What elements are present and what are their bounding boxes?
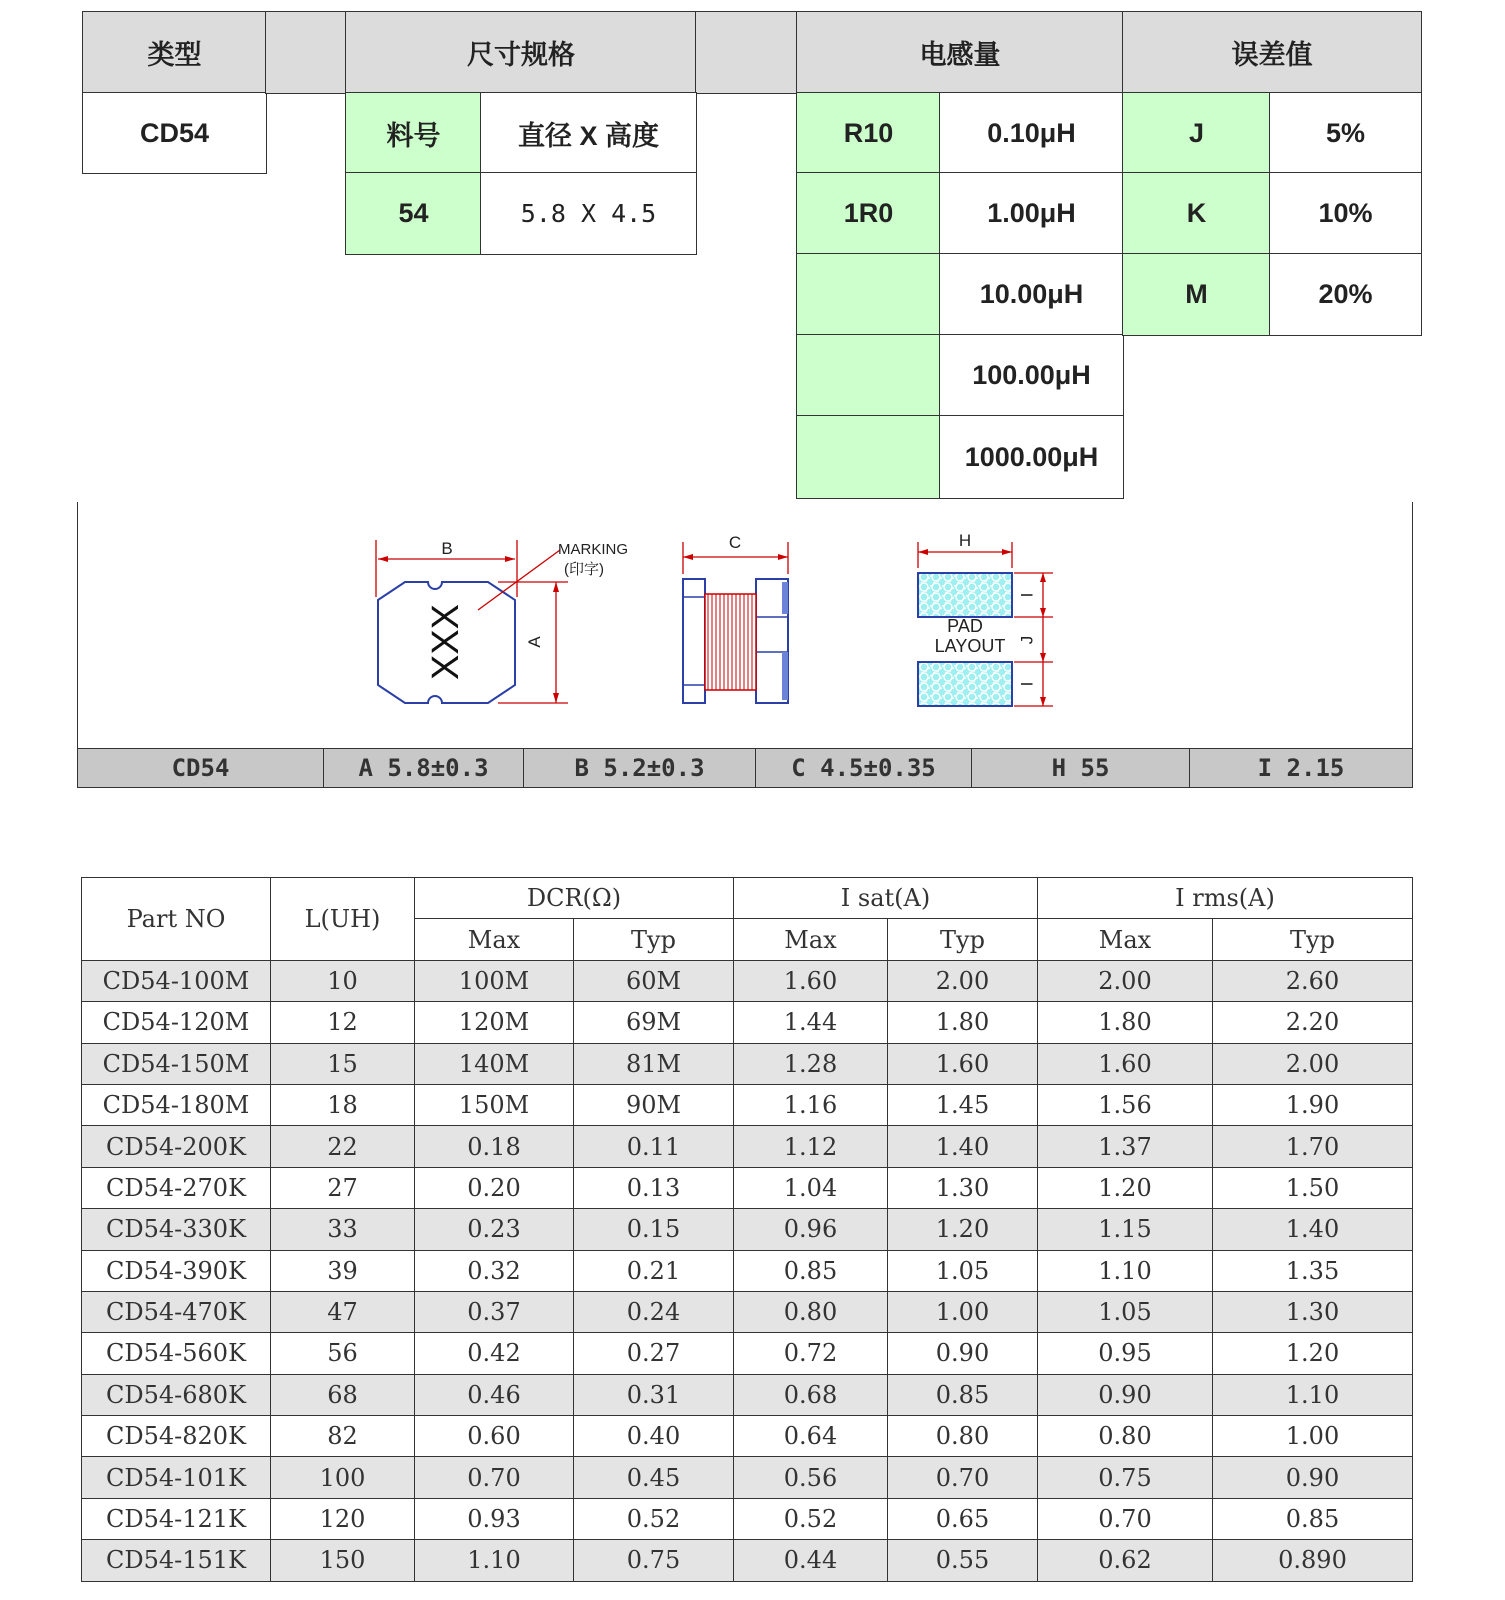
table-row bbox=[82, 1498, 1413, 1539]
cell-irms-max: 0.62 bbox=[1038, 1540, 1213, 1581]
cell-isat-max: 0.72 bbox=[734, 1333, 888, 1374]
size-code-label: 料号 bbox=[345, 92, 482, 174]
cell-part-no: CD54-470K bbox=[82, 1291, 271, 1332]
cell-isat-typ: 0.85 bbox=[888, 1374, 1038, 1415]
table-row bbox=[82, 1374, 1413, 1415]
cell-part-no: CD54-200K bbox=[82, 1126, 271, 1167]
cell-dcr-max: 0.23 bbox=[415, 1209, 574, 1250]
cell-isat-max: 0.52 bbox=[734, 1498, 888, 1539]
marking-text: XXX bbox=[425, 603, 468, 681]
size-code: 54 bbox=[345, 172, 482, 255]
cell-inductance: 10 bbox=[271, 960, 415, 1001]
spec-table bbox=[81, 877, 1413, 1582]
cell-irms-max: 1.20 bbox=[1038, 1167, 1213, 1208]
type-header: 类型 bbox=[82, 11, 267, 94]
cell-dcr-typ: 0.21 bbox=[574, 1250, 734, 1291]
table-row bbox=[82, 1209, 1413, 1250]
cell-isat-typ: 0.80 bbox=[888, 1416, 1038, 1457]
top-view bbox=[376, 539, 628, 703]
cell-isat-max: 0.80 bbox=[734, 1291, 888, 1332]
cell-inductance: 100 bbox=[271, 1457, 415, 1498]
cell-irms-typ: 0.90 bbox=[1213, 1457, 1413, 1498]
cell-part-no: CD54-680K bbox=[82, 1374, 271, 1415]
cell-dcr-typ: 90M bbox=[574, 1084, 734, 1125]
label-i-bottom: I bbox=[1017, 681, 1037, 687]
cell-part-no: CD54-120M bbox=[82, 1002, 271, 1043]
header-typ: Typ bbox=[1213, 919, 1413, 960]
header-typ: Typ bbox=[574, 919, 734, 960]
cell-irms-typ: 1.90 bbox=[1213, 1084, 1413, 1125]
cell-irms-typ: 2.00 bbox=[1213, 1043, 1413, 1084]
label-h: H bbox=[958, 531, 972, 550]
cell-irms-typ: 0.85 bbox=[1213, 1498, 1413, 1539]
cell-irms-max: 1.80 bbox=[1038, 1002, 1213, 1043]
table-row bbox=[82, 1540, 1413, 1581]
cell-dcr-max: 0.93 bbox=[415, 1498, 574, 1539]
dimension-row bbox=[77, 748, 1413, 788]
label-c: C bbox=[728, 533, 742, 552]
inductance-value: 1.00μH bbox=[939, 172, 1124, 255]
cell-inductance: 18 bbox=[271, 1084, 415, 1125]
cell-isat-max: 1.12 bbox=[734, 1126, 888, 1167]
cell-inductance: 120 bbox=[271, 1498, 415, 1539]
inductance-code: R10 bbox=[796, 92, 941, 174]
table-row bbox=[82, 1291, 1413, 1332]
dimension-cell: A 5.8±0.3 bbox=[324, 749, 524, 787]
cell-part-no: CD54-100M bbox=[82, 960, 271, 1001]
cell-dcr-typ: 0.13 bbox=[574, 1167, 734, 1208]
inductance-value: 1000.00μH bbox=[939, 415, 1124, 499]
cell-dcr-max: 0.46 bbox=[415, 1374, 574, 1415]
cell-part-no: CD54-150M bbox=[82, 1043, 271, 1084]
header-spacer bbox=[265, 11, 347, 94]
cell-dcr-typ: 0.75 bbox=[574, 1540, 734, 1581]
cell-inductance: 22 bbox=[271, 1126, 415, 1167]
inductance-code bbox=[796, 253, 941, 336]
cell-irms-max: 0.70 bbox=[1038, 1498, 1213, 1539]
tolerance-code: K bbox=[1122, 172, 1271, 255]
cell-isat-max: 0.96 bbox=[734, 1209, 888, 1250]
cell-inductance: 56 bbox=[271, 1333, 415, 1374]
cell-irms-max: 1.37 bbox=[1038, 1126, 1213, 1167]
inductance-header: 电感量 bbox=[796, 11, 1124, 94]
cell-part-no: CD54-180M bbox=[82, 1084, 271, 1125]
cell-irms-max: 0.95 bbox=[1038, 1333, 1213, 1374]
cell-irms-typ: 2.20 bbox=[1213, 1002, 1413, 1043]
cell-irms-max: 0.75 bbox=[1038, 1457, 1213, 1498]
marking-cn-label: (印字) bbox=[564, 561, 604, 578]
header-max: Max bbox=[734, 919, 888, 960]
dimension-cell: I 2.15 bbox=[1257, 754, 1345, 782]
tolerance-code: J bbox=[1122, 92, 1271, 174]
cell-isat-typ: 1.45 bbox=[888, 1084, 1038, 1125]
label-i-top: I bbox=[1017, 592, 1037, 598]
cell-dcr-typ: 60M bbox=[574, 960, 734, 1001]
table-row bbox=[82, 1043, 1413, 1084]
marking-label: MARKING bbox=[558, 541, 629, 558]
table-row bbox=[82, 1250, 1413, 1291]
cell-irms-max: 2.00 bbox=[1038, 960, 1213, 1001]
cell-isat-typ: 0.65 bbox=[888, 1498, 1038, 1539]
inductance-value: 10.00μH bbox=[939, 253, 1124, 336]
cell-dcr-max: 0.20 bbox=[415, 1167, 574, 1208]
cell-dcr-typ: 0.31 bbox=[574, 1374, 734, 1415]
cell-irms-max: 1.05 bbox=[1038, 1291, 1213, 1332]
cell-dcr-typ: 0.11 bbox=[574, 1126, 734, 1167]
cell-dcr-typ: 81M bbox=[574, 1043, 734, 1084]
cell-part-no: CD54-101K bbox=[82, 1457, 271, 1498]
cell-dcr-max: 0.60 bbox=[415, 1416, 574, 1457]
cell-irms-max: 1.15 bbox=[1038, 1209, 1213, 1250]
cell-part-no: CD54-390K bbox=[82, 1250, 271, 1291]
cell-dcr-max: 100M bbox=[415, 960, 574, 1001]
cell-isat-max: 0.64 bbox=[734, 1416, 888, 1457]
cell-part-no: CD54-151K bbox=[82, 1540, 271, 1581]
tolerance-value: 5% bbox=[1269, 92, 1422, 174]
cell-irms-typ: 1.70 bbox=[1213, 1126, 1413, 1167]
cell-inductance: 12 bbox=[271, 1002, 415, 1043]
cell-dcr-typ: 0.45 bbox=[574, 1457, 734, 1498]
inductance-value: 100.00μH bbox=[939, 334, 1124, 417]
cell-irms-typ: 1.30 bbox=[1213, 1291, 1413, 1332]
cell-isat-typ: 1.20 bbox=[888, 1209, 1038, 1250]
cell-dcr-max: 0.70 bbox=[415, 1457, 574, 1498]
inductance-code bbox=[796, 415, 941, 499]
spec-table-body bbox=[82, 960, 1413, 1581]
cell-inductance: 33 bbox=[271, 1209, 415, 1250]
header-irms: I rms(A) bbox=[1038, 878, 1413, 919]
tolerance-code: M bbox=[1122, 253, 1271, 336]
header-dcr: DCR(Ω) bbox=[415, 878, 734, 919]
cell-dcr-typ: 69M bbox=[574, 1002, 734, 1043]
dimension-diagram bbox=[77, 502, 1413, 787]
cell-irms-typ: 1.40 bbox=[1213, 1209, 1413, 1250]
cell-isat-max: 1.04 bbox=[734, 1167, 888, 1208]
side-view bbox=[683, 533, 788, 703]
table-row bbox=[82, 1333, 1413, 1374]
cell-isat-typ: 1.05 bbox=[888, 1250, 1038, 1291]
cell-part-no: CD54-270K bbox=[82, 1167, 271, 1208]
pad-label-line1: PAD bbox=[947, 616, 983, 636]
cell-irms-max: 1.60 bbox=[1038, 1043, 1213, 1084]
cell-isat-max: 1.60 bbox=[734, 960, 888, 1001]
cell-part-no: CD54-820K bbox=[82, 1416, 271, 1457]
cell-dcr-max: 150M bbox=[415, 1084, 574, 1125]
cell-irms-typ: 1.35 bbox=[1213, 1250, 1413, 1291]
table-row bbox=[82, 1416, 1413, 1457]
dimension-cell: H 55 bbox=[972, 749, 1190, 787]
cell-dcr-typ: 0.24 bbox=[574, 1291, 734, 1332]
cell-dcr-typ: 0.27 bbox=[574, 1333, 734, 1374]
dimension-cell: B 5.2±0.3 bbox=[524, 749, 756, 787]
tolerance-header: 误差值 bbox=[1122, 11, 1422, 94]
cell-inductance: 150 bbox=[271, 1540, 415, 1581]
dimension-cell: C 4.5±0.35 bbox=[756, 749, 972, 787]
cell-inductance: 39 bbox=[271, 1250, 415, 1291]
tolerance-value: 10% bbox=[1269, 172, 1422, 255]
cell-part-no: CD54-560K bbox=[82, 1333, 271, 1374]
cell-inductance: 15 bbox=[271, 1043, 415, 1084]
cell-isat-typ: 2.00 bbox=[888, 960, 1038, 1001]
label-a: A bbox=[525, 636, 544, 648]
cell-irms-typ: 1.10 bbox=[1213, 1374, 1413, 1415]
table-row bbox=[82, 960, 1413, 1001]
table-row bbox=[82, 1126, 1413, 1167]
cell-dcr-max: 120M bbox=[415, 1002, 574, 1043]
cell-irms-typ: 1.50 bbox=[1213, 1167, 1413, 1208]
cell-isat-max: 0.56 bbox=[734, 1457, 888, 1498]
header-max: Max bbox=[1038, 919, 1213, 960]
cell-part-no: CD54-121K bbox=[82, 1498, 271, 1539]
cell-dcr-max: 0.32 bbox=[415, 1250, 574, 1291]
cell-irms-max: 0.80 bbox=[1038, 1416, 1213, 1457]
header-part-no: Part NO bbox=[82, 878, 271, 961]
table-row bbox=[82, 1167, 1413, 1208]
tolerance-value: 20% bbox=[1269, 253, 1422, 336]
dimension-drawing bbox=[78, 502, 1414, 752]
cell-isat-typ: 1.40 bbox=[888, 1126, 1038, 1167]
cell-isat-typ: 1.60 bbox=[888, 1043, 1038, 1084]
cell-isat-typ: 0.70 bbox=[888, 1457, 1038, 1498]
cell-inductance: 82 bbox=[271, 1416, 415, 1457]
cell-isat-max: 0.44 bbox=[734, 1540, 888, 1581]
header-max: Max bbox=[415, 919, 574, 960]
cell-inductance: 47 bbox=[271, 1291, 415, 1332]
cell-isat-typ: 0.90 bbox=[888, 1333, 1038, 1374]
cell-irms-typ: 1.20 bbox=[1213, 1333, 1413, 1374]
inductance-code: 1R0 bbox=[796, 172, 941, 255]
cell-irms-max: 1.10 bbox=[1038, 1250, 1213, 1291]
label-b: B bbox=[441, 539, 453, 558]
cell-irms-typ: 0.890 bbox=[1213, 1540, 1413, 1581]
cell-irms-typ: 1.00 bbox=[1213, 1416, 1413, 1457]
cell-dcr-typ: 0.15 bbox=[574, 1209, 734, 1250]
pad-layout bbox=[918, 531, 1053, 706]
label-j: J bbox=[1017, 635, 1037, 645]
cell-dcr-max: 1.10 bbox=[415, 1540, 574, 1581]
header-spacer bbox=[695, 11, 798, 94]
type-value: CD54 bbox=[82, 92, 267, 174]
header-inductance: L(UH) bbox=[271, 878, 415, 961]
cell-isat-max: 0.85 bbox=[734, 1250, 888, 1291]
header-isat: I sat(A) bbox=[734, 878, 1038, 919]
cell-isat-typ: 1.80 bbox=[888, 1002, 1038, 1043]
cell-part-no: CD54-330K bbox=[82, 1209, 271, 1250]
size-header: 尺寸规格 bbox=[345, 11, 697, 94]
cell-isat-max: 1.16 bbox=[734, 1084, 888, 1125]
cell-dcr-max: 0.18 bbox=[415, 1126, 574, 1167]
cell-isat-max: 1.28 bbox=[734, 1043, 888, 1084]
cell-dcr-typ: 0.52 bbox=[574, 1498, 734, 1539]
header-typ: Typ bbox=[888, 919, 1038, 960]
cell-irms-max: 0.90 bbox=[1038, 1374, 1213, 1415]
size-dims: 5.8 X 4.5 bbox=[480, 172, 697, 255]
cell-isat-max: 0.68 bbox=[734, 1374, 888, 1415]
cell-isat-typ: 1.30 bbox=[888, 1167, 1038, 1208]
cell-irms-typ: 2.60 bbox=[1213, 960, 1413, 1001]
cell-isat-typ: 0.55 bbox=[888, 1540, 1038, 1581]
cell-inductance: 27 bbox=[271, 1167, 415, 1208]
cell-dcr-typ: 0.40 bbox=[574, 1416, 734, 1457]
cell-isat-max: 1.44 bbox=[734, 1002, 888, 1043]
table-row bbox=[82, 1457, 1413, 1498]
cell-dcr-max: 0.42 bbox=[415, 1333, 574, 1374]
inductance-value: 0.10μH bbox=[939, 92, 1124, 174]
cell-dcr-max: 140M bbox=[415, 1043, 574, 1084]
table-row bbox=[82, 1084, 1413, 1125]
cell-inductance: 68 bbox=[271, 1374, 415, 1415]
table-row bbox=[82, 1002, 1413, 1043]
size-dims-label: 直径 X 高度 bbox=[480, 92, 697, 174]
cell-irms-max: 1.56 bbox=[1038, 1084, 1213, 1125]
cell-dcr-max: 0.37 bbox=[415, 1291, 574, 1332]
pad-label-line2: LAYOUT bbox=[934, 636, 1006, 656]
inductance-code bbox=[796, 334, 941, 417]
cell-isat-typ: 1.00 bbox=[888, 1291, 1038, 1332]
dimension-cell: CD54 bbox=[78, 749, 324, 787]
